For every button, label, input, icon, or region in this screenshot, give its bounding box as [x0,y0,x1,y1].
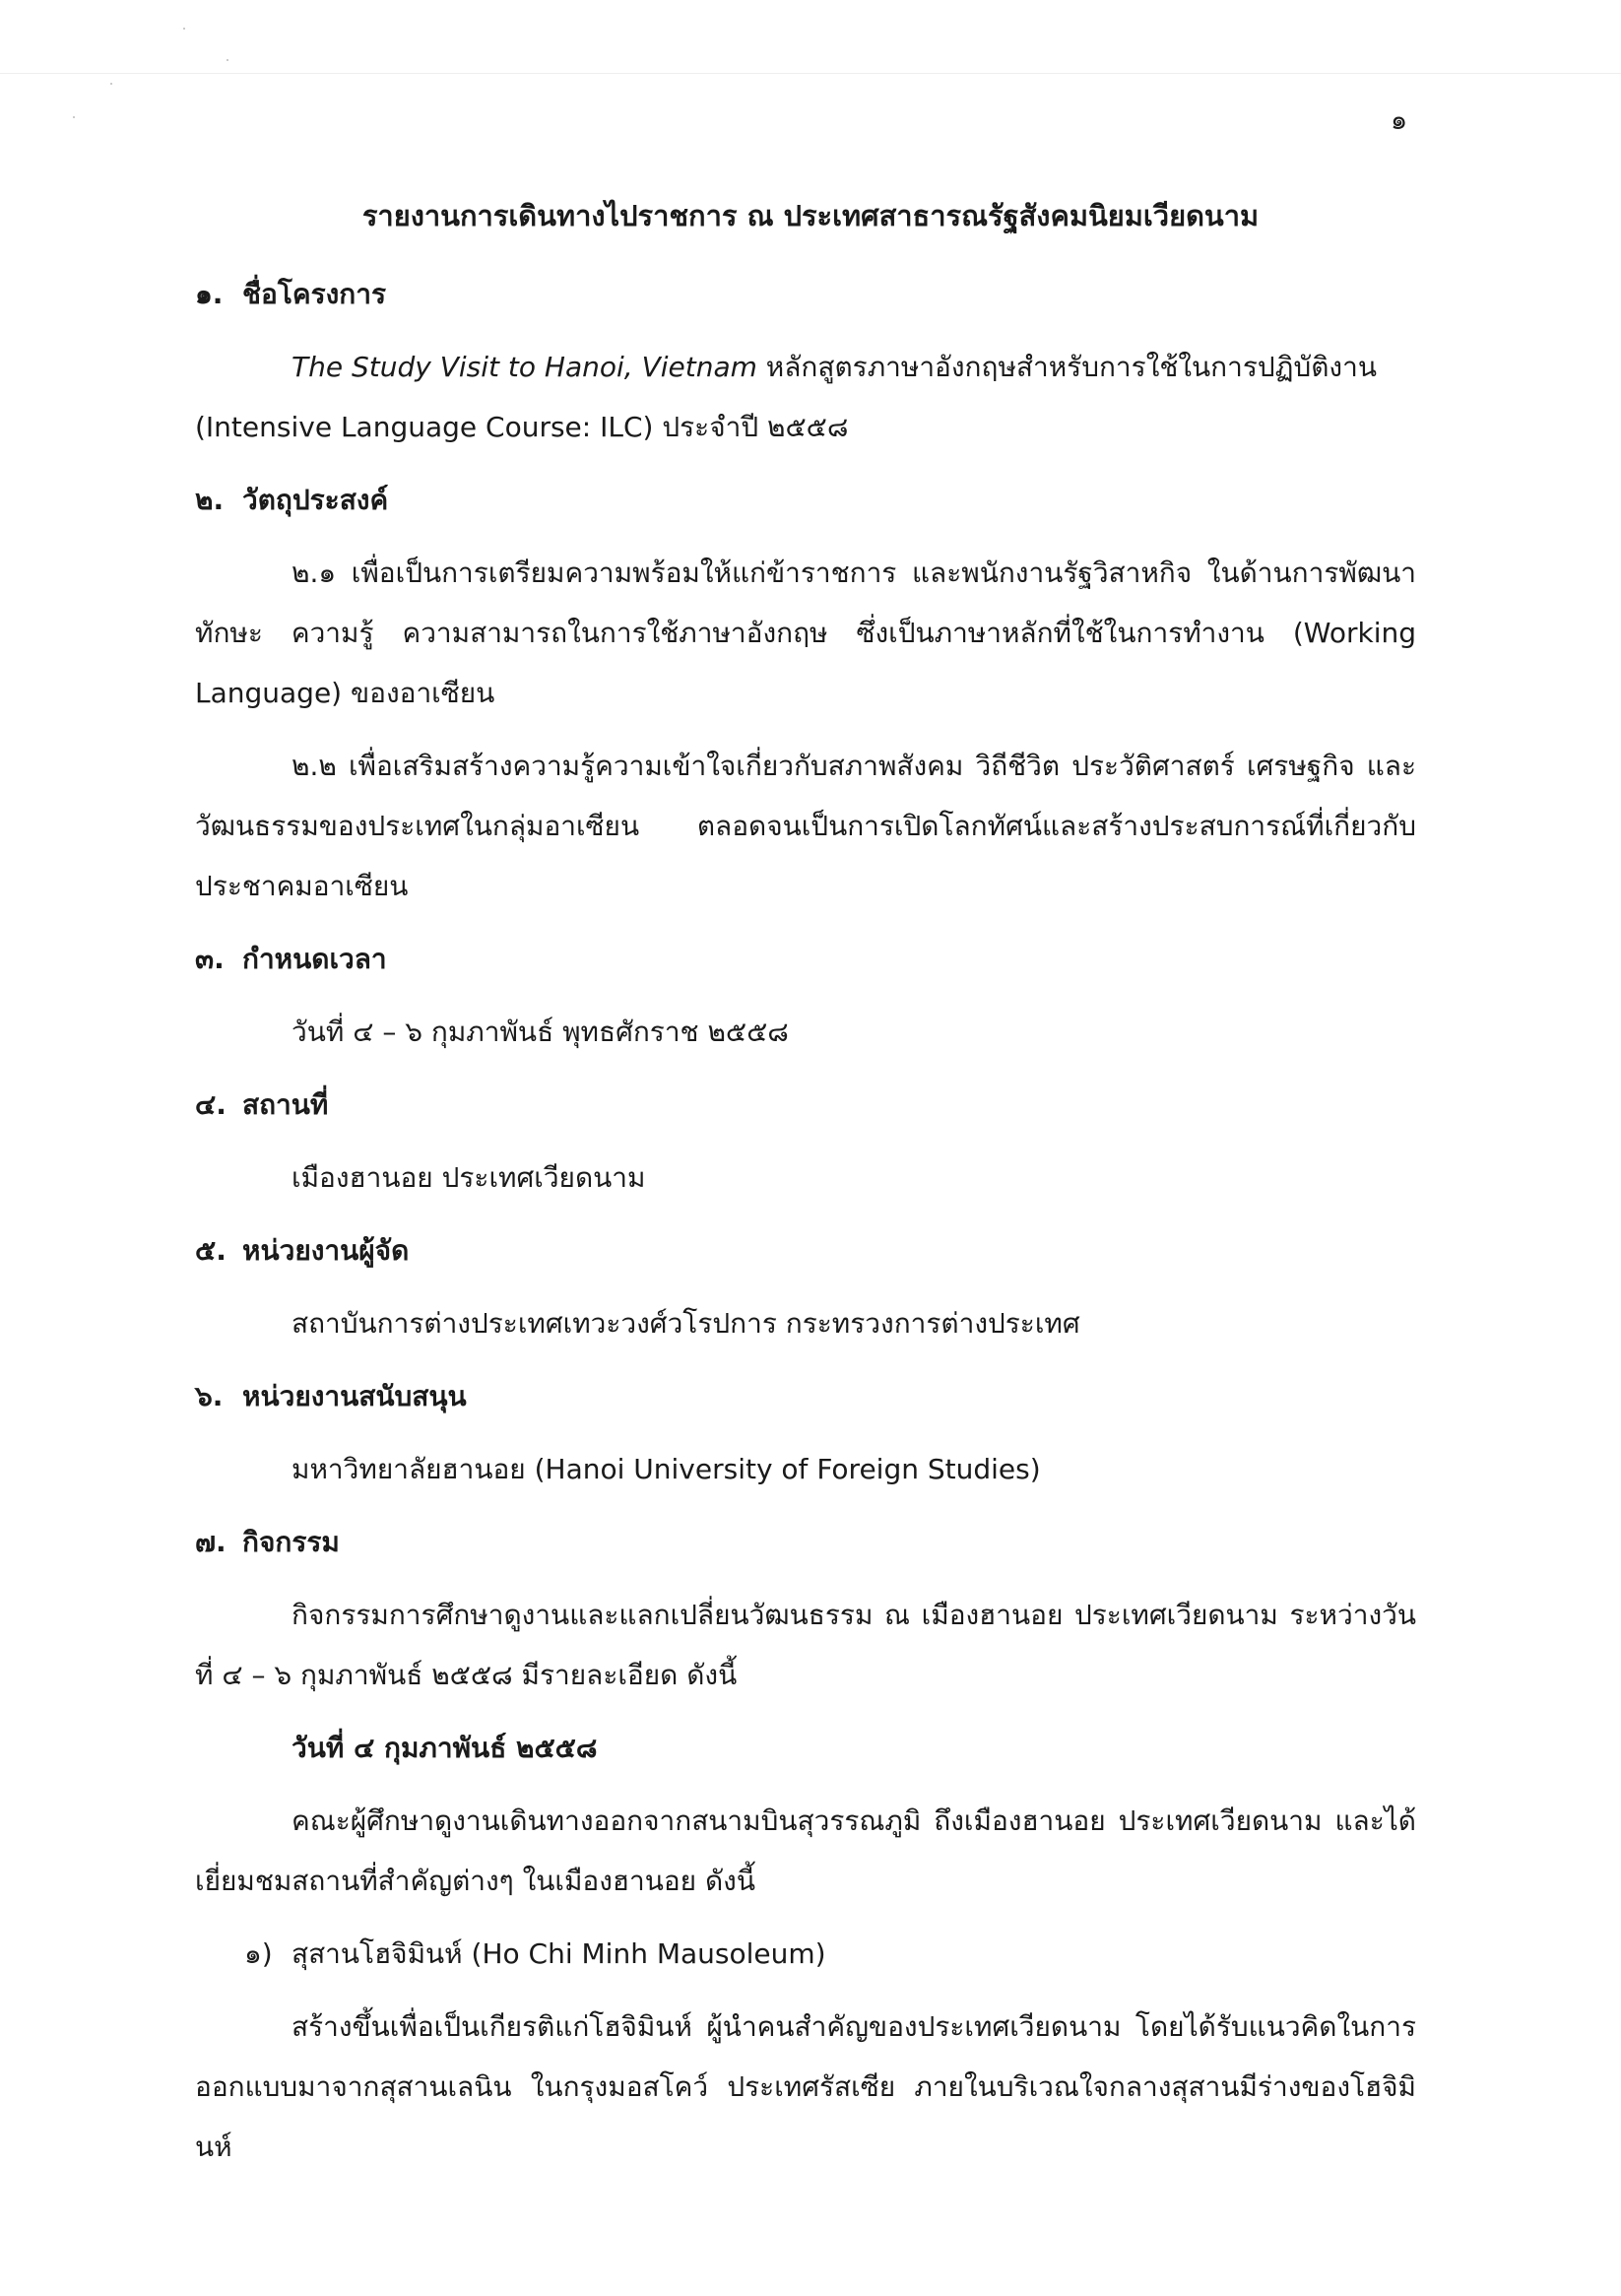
section-title: สถานที่ [242,1088,329,1121]
section-heading-supporter [195,1366,1416,1439]
objective-paragraph-2: ๒.๒ เพื่อเสริมสร้างความรู้ความเข้าใจเกี่ยวกับสภาพสังคม วิถีชีวิต ประวัติศาสตร์ เศรษฐกิจ และวัฒนธรรมของประเทศในกลุ่มอาเซียน ตลอดจนเป็นการเปิดโลกทัศน์และสร้างประสบการณ์ที่เกี่ยวกับประชาคมอาเซียน [195,750,1416,902]
document-body [195,264,1416,2190]
section-number: ๑. [195,278,224,310]
day-heading: วันที่ ๔ กุมภาพันธ์ ๒๕๕๘ [292,1732,598,1764]
objective-paragraph-1: ๒.๑ เพื่อเป็นการเตรียมความพร้อมให้แก่ข้าราชการ และพนักงานรัฐวิสาหกิจ ในด้านการพัฒนาทักษะ ความรู้ ความสามารถในการใช้ภาษาอังกฤษ ซึ่งเป็นภาษาหลักที่ใช้ในการทำงาน (Working Language) ของอาเซียน [195,557,1416,709]
section-number: ๔. [195,1088,227,1121]
location-text: เมืองฮานอย ประเทศเวียดนาม [292,1161,646,1194]
page-number: ๑ [1391,105,1408,136]
section-title: กิจกรรม [242,1526,340,1558]
section-heading-objectives [195,470,1416,543]
section-title: วัตถุประสงค์ [242,484,389,516]
section-number: ๓. [195,943,225,975]
schedule-text: วันที่ ๔ – ๖ กุมภาพันธ์ พุทธศักราช ๒๕๕๘ [292,1016,789,1048]
activities-intro: กิจกรรมการศึกษาดูงานและแลกเปลี่ยนวัฒนธรรม ณ เมืองฮานอย ประเทศเวียดนาม ระหว่างวันที่ ๔ – ๖ กุมภาพันธ์ ๒๕๕๘ มีรายละเอียด ดังนี้ [195,1599,1416,1691]
day-description: คณะผู้ศึกษาดูงานเดินทางออกจากสนามบินสุวรรณภูมิ ถึงเมืองฮานอย ประเทศเวียดนาม และได้เยี่ยมชมสถานที่สำคัญต่างๆ ในเมืองฮานอย ดังนี้ [195,1804,1416,1897]
section-number: ๕. [195,1234,227,1267]
section-number: ๒. [195,484,225,516]
section-title: กำหนดเวลา [242,943,387,975]
project-name-paragraph [195,337,1416,397]
item-title: สุสานโฮจิมินห์ (Ho Chi Minh Mausoleum) [292,1937,826,1970]
section-number: ๗. [195,1526,227,1558]
activity-item [244,1924,1416,1984]
section-title: หน่วยงานสนับสนุน [242,1380,467,1412]
project-name-thai: หลักสูตรภาษาอังกฤษสำหรับการใช้ในการปฏิบัติงาน [756,351,1377,383]
section-heading-project-name [195,264,1416,337]
supporter-text: มหาวิทยาลัยฮานอย (Hanoi University of Foreign Studies) [292,1453,1041,1485]
document-title: รายงานการเดินทางไปราชการ ณ ประเทศสาธารณรัฐสังคมนิยมเวียดนาม [361,199,1260,232]
section-title: ชื่อโครงการ [242,278,387,310]
section-heading-location [195,1075,1416,1148]
item-description: สร้างขึ้นเพื่อเป็นเกียรติแก่โฮจิมินห์ ผู้นำคนสำคัญของประเทศเวียดนาม โดยได้รับแนวคิดในการออกแบบมาจากสุสานเลนิน ในกรุงมอสโคว์ ประเทศรัสเซีย ภายในบริเวณใจกลางสุสานมีร่างของโฮจิมินห์ [195,2010,1416,2163]
scan-speck [227,59,228,61]
project-name-english: The Study Visit to Hanoi, Vietnam [292,351,757,383]
section-heading-schedule [195,929,1416,1002]
scan-speck [183,28,185,30]
section-heading-organizer [195,1220,1416,1293]
organizer-text: สถาบันการต่างประเทศเทวะวงศ์วโรปการ กระทรวงการต่างประเทศ [292,1307,1080,1340]
scan-speck [110,83,112,85]
project-name-continuation: (Intensive Language Course: ILC) ประจำปี ๒๕๕๘ [195,411,849,443]
scan-speck [73,116,75,118]
section-number: ๖. [195,1380,224,1412]
section-heading-activities [195,1512,1416,1585]
section-title: หน่วยงานผู้จัด [242,1234,410,1267]
item-number: ๑) [244,1937,273,1970]
scan-rule [0,73,1621,74]
